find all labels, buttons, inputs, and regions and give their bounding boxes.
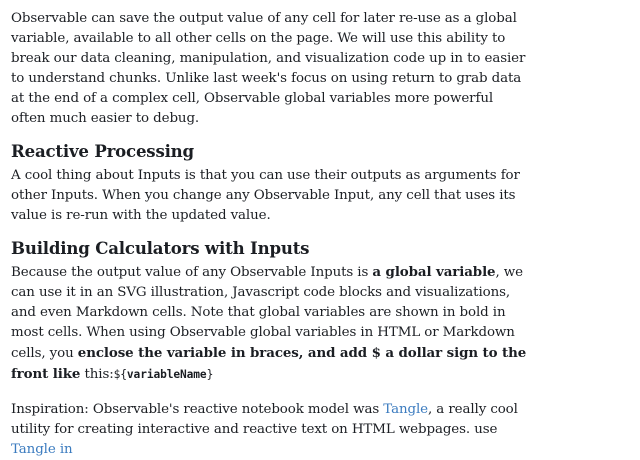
tangle-in-link[interactable]: Tangle in (11, 442, 73, 457)
variable-code-snippet (114, 368, 214, 381)
code-prefix: ${ (113, 368, 127, 381)
reactive-processing-heading: Reactive Processing (11, 141, 194, 161)
inspiration-paragraph (11, 400, 531, 460)
code-suffix: } (206, 368, 214, 381)
enclose-variable-emphasis: enclose the variable in braces, and add $ a dollar sign to the front like (11, 345, 527, 382)
notebook-content (11, 9, 531, 460)
building-calculators-heading: Building Calculators with Inputs (11, 238, 310, 258)
tangle-link[interactable]: Tangle (383, 402, 428, 417)
inspiration-text-2: , a really cool utility for creating interactive and reactive text on HTML webpages. use (11, 402, 518, 437)
intro-paragraph: Observable can save the output value of any cell for later re-use as a global variable, available to all other cells on the page. We will use this ability to break our data cleaning, manipulation, and visualization code up in to easier to understand chunks. Unlike last week's focus on using return to grab data at the end of a complex cell, Observable global variables more powerful often much easier to debug. (11, 11, 526, 126)
building-calculators-paragraph (11, 262, 531, 385)
calculators-text-2: , we can use it in an SVG illustration, Javascript code blocks and visualizations, and even Markdown cells. Note that global variables are shown in bold in most cells. When using Observable global variables in HTML or Markdown cells, you (11, 265, 523, 361)
calculators-text-1: Because the output value of any Observable Inputs is (11, 265, 373, 280)
inspiration-text-1: Inspiration: Observable's reactive notebook model was (11, 402, 384, 417)
code-variable-name: variableName (126, 368, 207, 381)
calculators-text-3: this: (80, 367, 114, 382)
reactive-processing-paragraph: A cool thing about Inputs is that you can use their outputs as arguments for other Inputs. When you change any Observable Input, any cell that uses its value is re-run with the updated value. (11, 168, 520, 223)
global-variable-emphasis: a global variable (372, 264, 496, 280)
